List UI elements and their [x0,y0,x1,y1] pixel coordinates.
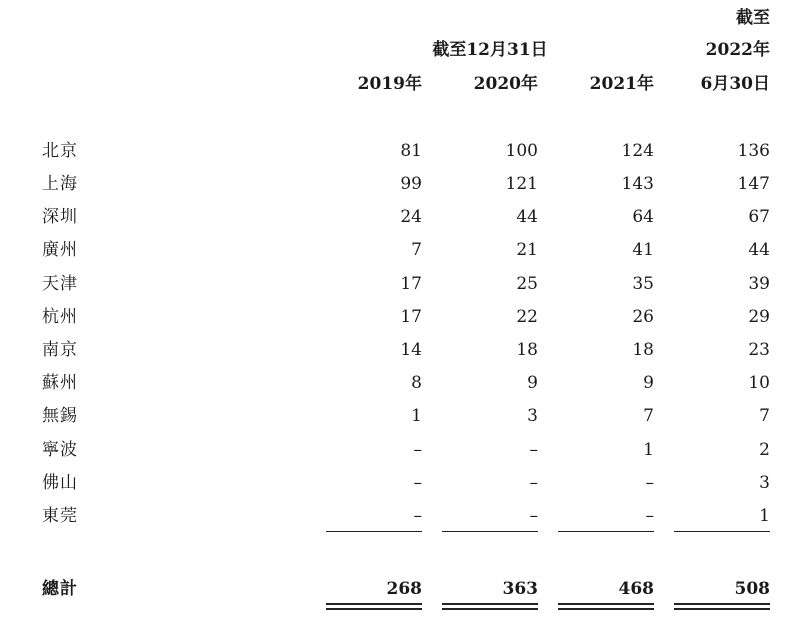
cell-2020: 21 [516,240,538,260]
cell-2020: 18 [516,340,538,360]
table-row [0,438,800,462]
cell-2019: 81 [400,141,422,161]
cell-2019: 14 [400,340,422,360]
cell-2021: 35 [632,274,654,294]
header-col-jun30: 6月30日 [700,74,770,94]
cell-2019: – [413,473,422,493]
cell-2021: 7 [643,406,654,426]
cell-2019: 99 [400,174,422,194]
table-row [0,504,800,528]
cell-2022h1: 7 [759,406,770,426]
total-row [0,577,800,601]
row-city-label: 廣州 [42,240,78,260]
table-row [0,205,800,229]
table-row [0,471,800,495]
row-city-label: 東莞 [42,506,78,526]
header-col-2019: 2019年 [357,74,422,94]
cell-2022h1: 1 [759,506,770,526]
subtotal-rule-2021 [558,531,654,532]
cell-2021: 26 [632,307,654,327]
table-row [0,371,800,395]
row-city-label: 蘇州 [42,373,78,393]
cell-2022h1: 39 [748,274,770,294]
cell-2021: 124 [621,141,654,161]
row-city-label: 佛山 [42,473,78,493]
total-label: 總計 [42,579,78,599]
subtotal-rule-2020 [442,531,538,532]
cell-2022h1: 23 [748,340,770,360]
cell-2022h1: 2 [759,440,770,460]
cell-2020: 100 [505,141,538,161]
cell-2022h1: 29 [748,307,770,327]
cell-2020: 3 [527,406,538,426]
total-2022h1: 508 [734,579,770,599]
cell-2020: – [529,473,538,493]
cell-2021: 9 [643,373,654,393]
total-2021: 468 [618,579,654,599]
cell-2019: 24 [400,207,422,227]
cell-2020: 25 [516,274,538,294]
cell-2022h1: 147 [737,174,770,194]
cell-2019: 17 [400,274,422,294]
cell-2022h1: 67 [748,207,770,227]
cell-2021: 1 [643,440,654,460]
total-2019: 268 [386,579,422,599]
cell-2021: 64 [632,207,654,227]
total-double-rule-2022h1 [674,603,770,610]
cell-2021: – [645,473,654,493]
cell-2021: 143 [621,174,654,194]
row-city-label: 杭州 [42,307,78,327]
header-group-label: 截至12月31日 [432,40,548,60]
row-city-label: 南京 [42,340,78,360]
cell-2022h1: 3 [759,473,770,493]
header-last-col-line2: 2022年 [705,40,770,60]
cell-2021: 18 [632,340,654,360]
cell-2020: 9 [527,373,538,393]
row-city-label: 北京 [42,141,78,161]
table-row [0,139,800,163]
row-city-label: 寧波 [42,440,78,460]
cell-2019: – [413,440,422,460]
cell-2019: 7 [411,240,422,260]
row-city-label: 天津 [42,274,78,294]
cell-2021: – [645,506,654,526]
cell-2019: 1 [411,406,422,426]
cell-2019: – [413,506,422,526]
header-col-2020: 2020年 [473,74,538,94]
header-col-2021: 2021年 [589,74,654,94]
subtotal-rule-2022h1 [674,531,770,532]
table-row [0,172,800,196]
header-last-col-line1: 截至 [736,8,770,28]
cell-2020: 121 [505,174,538,194]
cell-2022h1: 10 [748,373,770,393]
cell-2022h1: 44 [748,240,770,260]
subtotal-rule-2019 [326,531,422,532]
table-row [0,272,800,296]
table-row [0,238,800,262]
total-double-rule-2019 [326,603,422,610]
table-row [0,338,800,362]
cell-2019: 8 [411,373,422,393]
total-double-rule-2020 [442,603,538,610]
row-city-label: 深圳 [42,207,78,227]
cell-2020: 22 [516,307,538,327]
cell-2022h1: 136 [737,141,770,161]
total-double-rule-2021 [558,603,654,610]
row-city-label: 無錫 [42,406,78,426]
cell-2020: – [529,440,538,460]
row-city-label: 上海 [42,174,78,194]
cell-2020: – [529,506,538,526]
table-row [0,404,800,428]
total-2020: 363 [502,579,538,599]
cell-2019: 17 [400,307,422,327]
cell-2021: 41 [632,240,654,260]
cell-2020: 44 [516,207,538,227]
table-row [0,305,800,329]
